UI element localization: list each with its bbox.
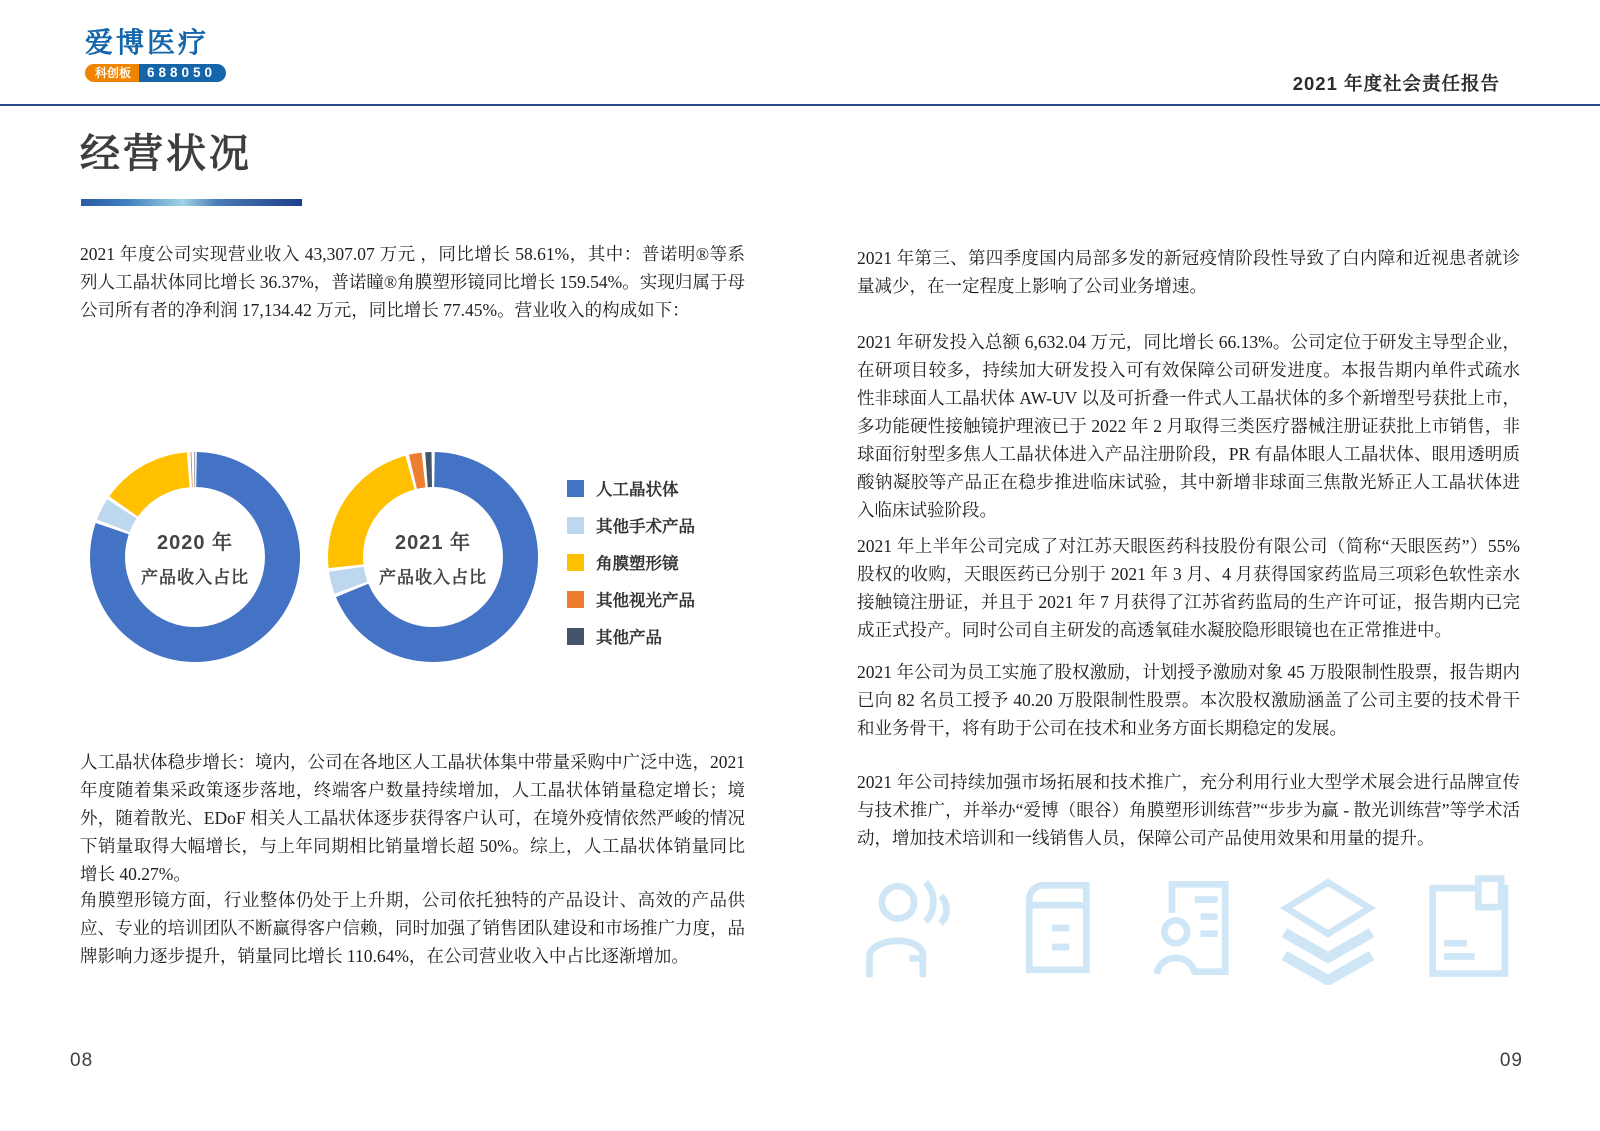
revenue-composition-charts	[80, 450, 745, 680]
legend-label: 其他手术产品	[596, 518, 695, 536]
legend-label: 人工晶状体	[596, 481, 679, 499]
person-broadcast-icon	[860, 871, 974, 985]
layers-icon	[1271, 871, 1385, 985]
stock-code: 688050	[139, 64, 226, 83]
paragraph-market-promotion: 2021 年公司持续加强市场拓展和技术推广，充分利用行业大型学术展会进行品牌宣传与技术推广，并举办“爱博（眼谷）角膜塑形训练营”“步步为赢 - 散光训练营”等学术活动，增加技术培训和一线销售人员，保障公司产品使用效果和用量的提升。	[857, 772, 1520, 848]
report-title: 2021 年度社会责任报告	[1292, 73, 1500, 94]
donut-subtitle-2021: 产品收入占比	[379, 568, 487, 587]
company-logo	[85, 28, 226, 82]
paragraph-rnd-investment: 2021 年研发投入总额 6,632.04 万元，同比增长 66.13%。公司定位于研发主导型企业，在研项目较多，持续加大研发投入可有效保障公司研发进度。本报告期内单件式疏水性非球面人工晶状体 AW-UV 以及可折叠一件式人工晶状体的多个新增型号获批上市，多功能硬性接触镜护理液已于 2022 年 2 月取得三类医疗器械注册证获批上市销售，非球面衍射型多焦人工晶状体进入产品注册阶段，PR 有晶体眼人工晶状体、眼用透明质酸钠凝胶等产品正在稳步推进临床试验，其中新增非球面三焦散光矫正人工晶状体进入临床试验阶段。	[857, 332, 1520, 520]
footer-icon-row	[860, 866, 1522, 990]
title-underline	[81, 199, 302, 206]
legend-label: 其他产品	[596, 629, 662, 647]
paragraph-equity-incentive: 2021 年公司为员工实施了股权激励，计划授予激励对象 45 万股限制性股票，报告期内已向 82 名员工授予 40.20 万股限制性股票。本次股权激励涵盖了公司主要的技术骨干和业务骨干，将有助于公司在技术和业务方面长期稳定的发展。	[857, 662, 1520, 738]
legend-swatch	[567, 591, 584, 608]
legend-swatch	[567, 628, 584, 645]
legend-item-2	[567, 550, 695, 574]
donut-center-label-2020	[90, 452, 300, 662]
donut-center-label-2021	[328, 452, 538, 662]
section-title: 经营状况	[80, 132, 252, 176]
legend-item-0	[567, 476, 695, 500]
paragraph-tianyan-acquisition: 2021 年上半年公司完成了对江苏天眼医药科技股份有限公司（简称“天眼医药”）55% 股权的收购，天眼医药已分别于 2021 年 3 月、4 月获得国家药监局三项彩色软性亲水接触镜注册证，并且于 2021 年 7 月获得了江苏省药监局的生产许可证，报告期内已完成正式投产。同时公司自主研发的高透氧硅水凝胶隐形眼镜也在正常推进中。	[857, 536, 1520, 640]
header-divider	[0, 104, 1600, 106]
paragraph-iol-growth: 人工晶状体稳步增长：境内，公司在各地区人工晶状体集中带量采购中广泛中选，2021 年度随着集采政策逐步落地，终端客户数量持续增加，人工晶状体销量稳定增长；境外，随着散光、EDoF 相关人工晶状体逐步获得客户认可，在境外疫情依然严峻的情况下销量取得大幅增长，与上年同期相比销量增长超 50%。综上，人工晶状体销量同比增长 40.27%。	[80, 752, 745, 884]
legend-item-1	[567, 513, 695, 537]
donut-subtitle-2020: 产品收入占比	[141, 568, 249, 587]
donut-chart-2021	[328, 452, 538, 662]
chart-legend	[567, 476, 695, 648]
paragraph-covid-impact: 2021 年第三、第四季度国内局部多发的新冠疫情阶段性导致了白内障和近视患者就诊量减少，在一定程度上影响了公司业务增速。	[857, 248, 1520, 296]
company-logo-name: 爱博医疗	[85, 27, 210, 58]
stock-badge	[85, 64, 226, 83]
donut-chart-2020	[90, 452, 300, 662]
stock-board-label: 科创板	[85, 64, 139, 83]
book-icon	[997, 871, 1111, 985]
paragraph-revenue-overview: 2021 年度公司实现营业收入 43,307.07 万元 ，同比增长 58.61%，其中：普诺明®等系列人工晶状体同比增长 36.37%，普诺瞳®角膜塑形镜同比增长 159.54%。实现归属于母公司所有者的净利润 17,134.42 万元，同比增长 77.45%。营业收入的构成如下：	[80, 244, 745, 320]
resume-card-icon	[1134, 871, 1248, 985]
page-number-right: 09	[1499, 1050, 1523, 1071]
legend-swatch	[567, 480, 584, 497]
legend-item-3	[567, 587, 695, 611]
legend-label: 角膜塑形镜	[596, 555, 679, 573]
donut-year-2020: 2020 年	[156, 532, 234, 554]
page-number-left: 08	[70, 1050, 94, 1071]
legend-swatch	[567, 517, 584, 534]
paragraph-ok-lens-growth: 角膜塑形镜方面，行业整体仍处于上升期，公司依托独特的产品设计、高效的产品供应、专业的培训团队不断赢得客户信赖，同时加强了销售团队建设和市场推广力度，品牌影响力逐步提升，销量同比增长 110.64%，在公司营业收入中占比逐渐增加。	[80, 890, 745, 966]
legend-item-4	[567, 624, 695, 648]
donut-year-2021: 2021 年	[394, 532, 472, 554]
legend-label: 其他视光产品	[596, 592, 695, 610]
certificate-icon	[1408, 871, 1522, 985]
legend-swatch	[567, 554, 584, 571]
